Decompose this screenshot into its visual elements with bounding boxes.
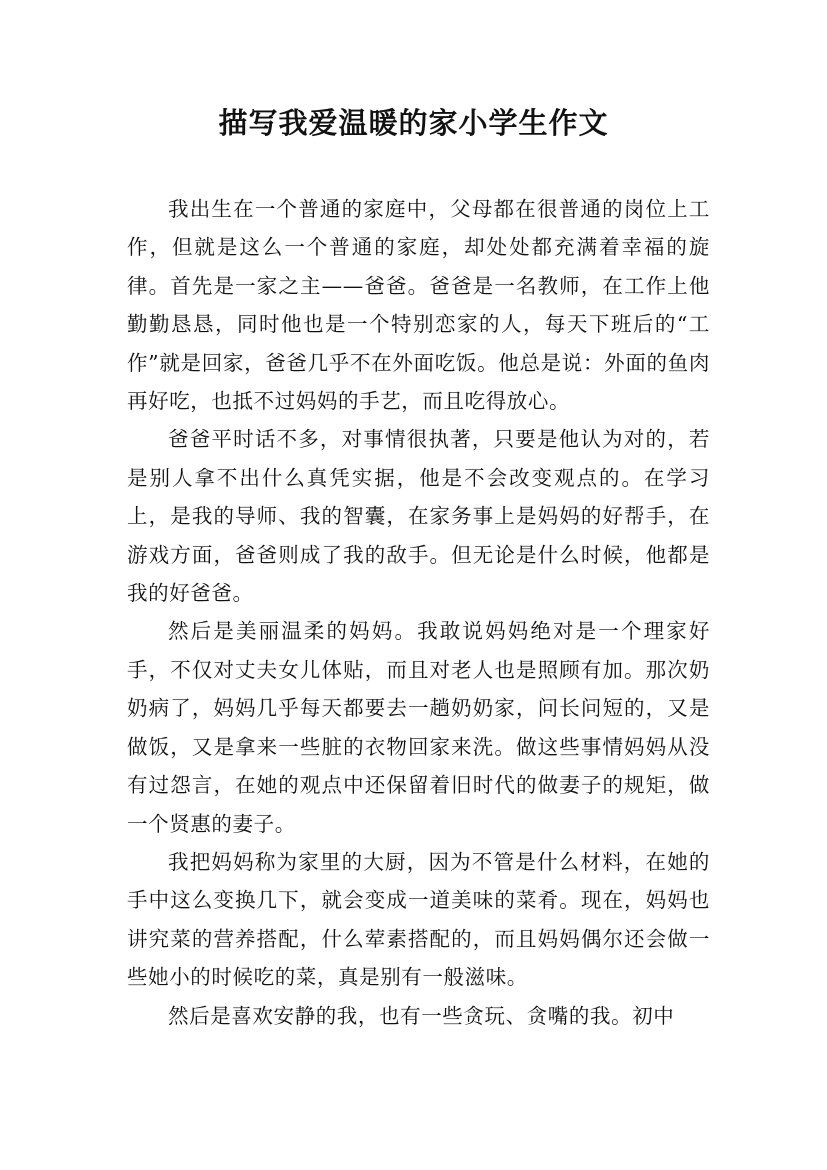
- paragraph-3: 然后是美丽温柔的妈妈。我敢说妈妈绝对是一个理家好手，不仅对丈夫女儿体贴，而且对老人也是照顾有加。那次奶奶病了，妈妈几乎每天都要去一趟奶奶家，问长问短的，又是做饭，又是拿来一些脏的衣物回家来洗。做这些事情妈妈从没有过怨言，在她的观点中还保留着旧时代的做妻子的规矩，做一个贤惠的妻子。: [127, 619, 710, 836]
- paragraph-4: 我把妈妈称为家里的大厨，因为不管是什么材料，在她的手中这么变换几下，就会变成一道美味的菜肴。现在，妈妈也讲究菜的营养搭配，什么荤素搭配的，而且妈妈偶尔还会做一些她小的时候吃的菜，真是别有一般滋味。: [127, 849, 710, 990]
- paragraph-2: 爸爸平时话不多，对事情很执著，只要是他认为对的，若是别人拿不出什么真凭实据，他是不会改变观点的。在学习上，是我的导师、我的智囊，在家务事上是妈妈的好帮手，在游戏方面，爸爸则成了我的敌手。但无论是什么时候，他都是我的好爸爸。: [127, 427, 710, 606]
- document-body: [127, 190, 710, 1035]
- document-title: 描写我爱温暖的家小学生作文: [218, 106, 609, 140]
- paragraph-1: 我出生在一个普通的家庭中，父母都在很普通的岗位上工作，但就是这么一个普通的家庭，却处处都充满着幸福的旋律。首先是一家之主——爸爸。爸爸是一名教师，在工作上他勤勤恳恳，同时他也是一个特别恋家的人，每天下班后的“工作”就是回家，爸爸几乎不在外面吃饭。他总是说：外面的鱼肉再好吃，也抵不过妈妈的手艺，而且吃得放心。: [127, 197, 710, 414]
- paragraph-5: 然后是喜欢安静的我，也有一些贪玩、贪嘴的我。初中: [168, 1003, 675, 1028]
